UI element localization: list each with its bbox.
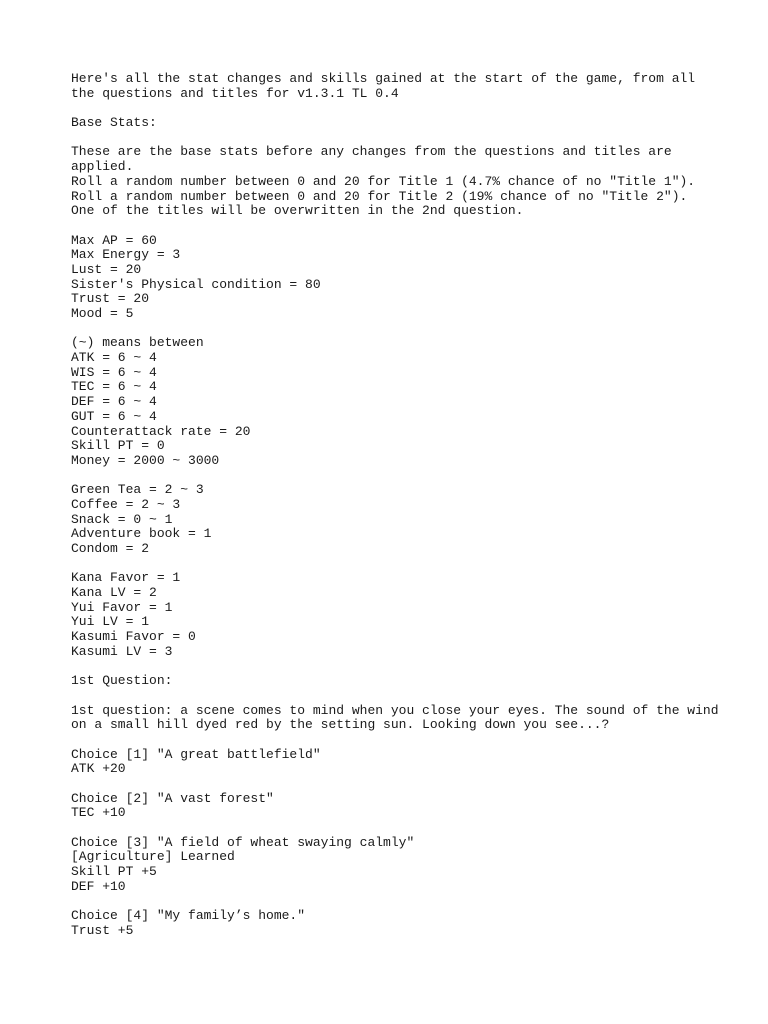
choice-effect: TEC +10 [71,805,126,821]
stat-line: Money = 2000 ~ 3000 [71,452,220,468]
stat-line: Lust = 20 [71,261,142,277]
text-line: on a small hill dyed red by the setting sun. Looking down you see...? [71,717,610,733]
choice-3 [71,836,721,895]
text-line: 1st question: a scene comes to mind when you close your eyes. The sound of the wind [71,702,719,718]
text-line: applied. [71,159,134,175]
choice-effect: Skill PT +5 [71,864,157,880]
intro-paragraph [71,72,721,101]
text-line: Roll a random number between 0 and 20 for Title 1 (4.7% chance of no "Title 1"). [71,173,696,189]
stats-block-combat [71,336,721,468]
choice-4 [71,909,721,938]
favor-line: Kasumi Favor = 0 [71,629,196,645]
text-line: Roll a random number between 0 and 20 for Title 2 (19% chance of no "Title 2"). [71,188,688,204]
stat-line: TEC = 6 ~ 4 [71,379,157,395]
choice-1 [71,748,721,777]
stat-line: Skill PT = 0 [71,438,165,454]
favor-line: Kana Favor = 1 [71,570,181,586]
choice-effect: Trust +5 [71,922,134,938]
stat-line: (~) means between [71,335,204,351]
choice-label: Choice [3] "A field of wheat swaying calmly" [71,834,415,850]
item-line: Snack = 0 ~ 1 [71,511,173,527]
text-line: These are the base stats before any changes from the questions and titles are [71,144,672,160]
question-1-text [71,704,721,733]
stat-line: Trust = 20 [71,291,150,307]
stat-line: Sister's Physical condition = 80 [71,276,321,292]
base-stats-notes [71,145,721,218]
stat-line: Mood = 5 [71,306,134,321]
items-block [71,483,721,556]
stat-line: ATK = 6 ~ 4 [71,350,157,366]
stat-line: GUT = 6 ~ 4 [71,408,157,424]
stats-block-general [71,234,721,322]
stat-line: Max AP = 60 [71,232,157,248]
text-line: the questions and titles for v1.3.1 TL 0.4 [71,85,399,101]
question-1-heading: 1st Question: [71,673,173,689]
choice-effect: ATK +20 [71,761,126,777]
choice-effect: [Agriculture] Learned [71,849,235,865]
favor-line: Kana LV = 2 [71,585,157,601]
choice-2 [71,792,721,821]
choice-label: Choice [4] "My family’s home." [71,908,306,924]
favor-block [71,571,721,659]
favor-line: Yui Favor = 1 [71,599,173,615]
favor-line: Yui LV = 1 [71,614,150,630]
choice-label: Choice [1] "A great battlefield" [71,746,321,762]
choice-label: Choice [2] "A vast forest" [71,790,274,806]
base-stats-heading: Base Stats: [71,115,157,131]
item-line: Condom = 2 [71,541,150,556]
item-line: Adventure book = 1 [71,526,212,542]
document-page [71,72,721,939]
stat-line: Counterattack rate = 20 [71,423,251,439]
stat-line: DEF = 6 ~ 4 [71,394,157,410]
favor-line: Kasumi LV = 3 [71,643,173,659]
item-line: Green Tea = 2 ~ 3 [71,482,204,498]
stat-line: Max Energy = 3 [71,247,181,263]
item-line: Coffee = 2 ~ 3 [71,496,181,512]
stat-line: WIS = 6 ~ 4 [71,364,157,380]
text-line: Here's all the stat changes and skills gained at the start of the game, from all [71,71,696,86]
choice-effect: DEF +10 [71,878,126,894]
text-line: One of the titles will be overwritten in the 2nd question. [71,203,524,219]
